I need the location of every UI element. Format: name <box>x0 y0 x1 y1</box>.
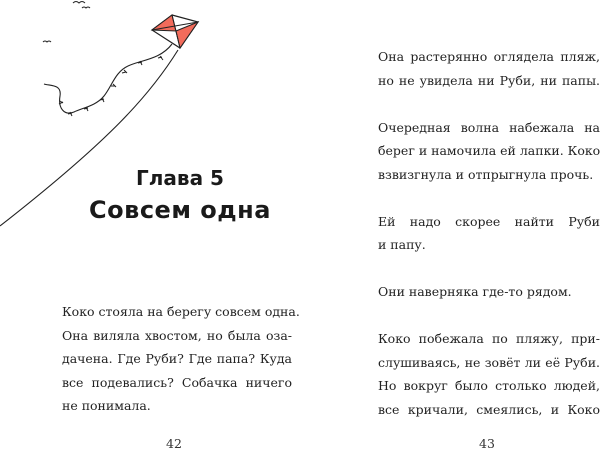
bird-icon <box>73 2 85 4</box>
chapter-label: Глава 5 <box>136 166 224 190</box>
bird-icon <box>82 7 90 8</box>
text-line: все подевались? Собачка ничего <box>62 374 292 390</box>
right-body-text <box>378 45 600 421</box>
page-number: 42 <box>166 436 182 451</box>
left-body-text <box>62 300 300 418</box>
page-number: 43 <box>479 436 495 451</box>
text-line: все кричали, смеялись, и Коко <box>378 401 600 417</box>
bird-icon <box>43 41 51 42</box>
text-line: взвизгнула и отпрыгнула прочь. <box>378 166 594 182</box>
text-line: но не увидела ни Руби, ни папы. <box>378 72 600 88</box>
text-line: Она виляла хвостом, но была оза- <box>62 327 292 343</box>
text-line: Она растерянно оглядела пляж, <box>378 49 600 64</box>
text-line: берег и намочила ей лапки. Коко <box>378 143 600 158</box>
text-line: Но вокруг было столько людей, <box>378 378 600 393</box>
text-line: и папу. <box>378 237 426 252</box>
text-line: Они наверняка где-то рядом. <box>378 284 572 299</box>
text-line: Ей надо скорее найти Руби <box>378 213 600 229</box>
left-page <box>0 0 300 450</box>
text-line: не понимала. <box>62 398 151 413</box>
text-line: дачена. Где Руби? Где папа? Куда <box>62 351 292 366</box>
text-line: Коко стояла на берегу совсем одна. <box>62 304 300 319</box>
text-line: Коко побежала по пляжу, при- <box>378 331 600 346</box>
kite-icon <box>152 15 198 48</box>
text-line: Очередная волна набежала на <box>378 119 600 135</box>
kite-tail-bows <box>59 56 163 116</box>
text-line: слушиваясь, не зовёт ли её Руби. <box>378 354 600 370</box>
chapter-title: Совсем одна <box>89 196 271 224</box>
